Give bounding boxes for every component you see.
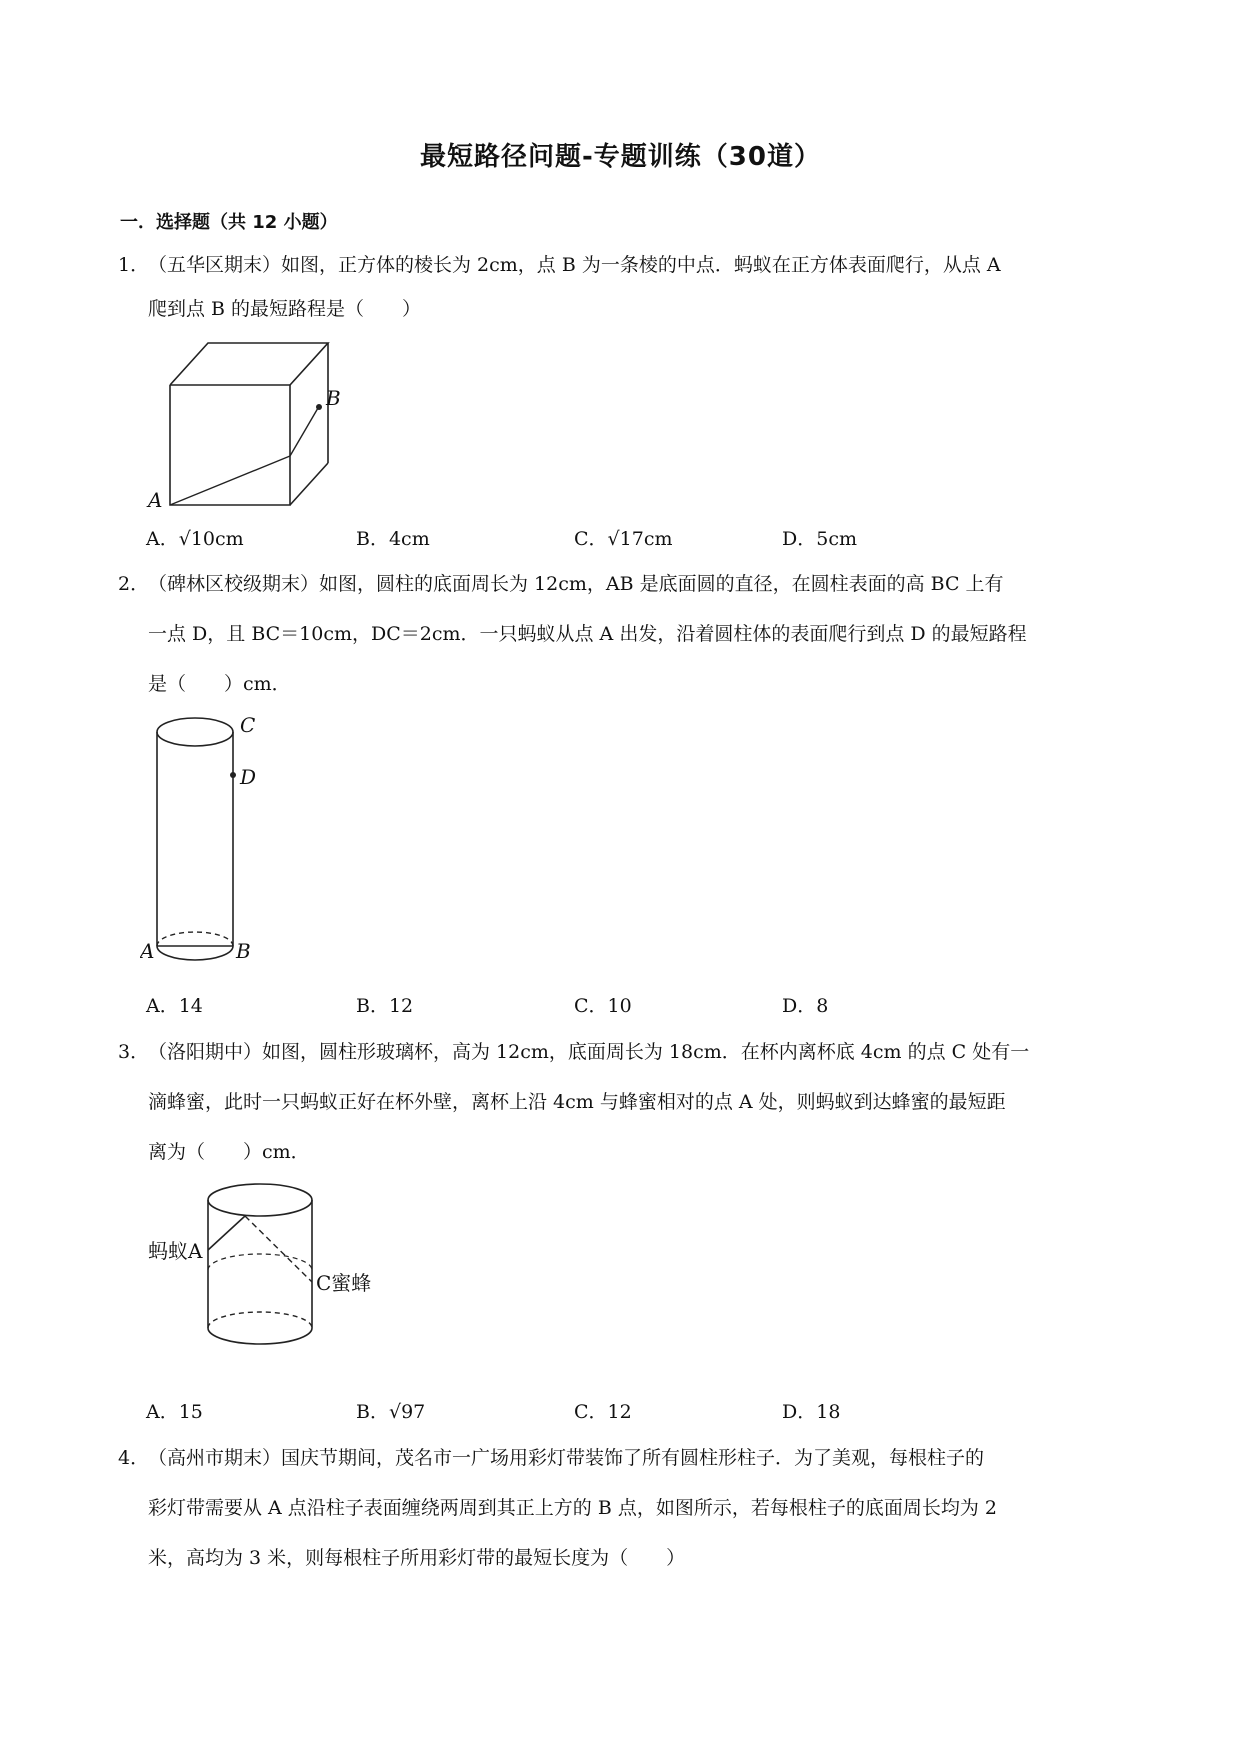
label-B: B <box>236 939 251 963</box>
q3-option-d[interactable]: D．18 <box>782 1401 841 1423</box>
question-number: 3． <box>118 1041 150 1063</box>
q1-option-b[interactable]: B．4cm <box>356 528 430 550</box>
q1-option-a-text[interactable]: A．√10cm <box>146 525 276 553</box>
q3-option-a[interactable]: A．15 <box>146 1401 203 1423</box>
cube-figure <box>140 335 360 510</box>
q1-option-d[interactable]: D．5cm <box>782 528 857 550</box>
label-B: B <box>326 386 341 410</box>
question-1-line-2: 爬到点 B 的最短路程是（ ） <box>148 298 422 320</box>
label-C: C <box>240 713 256 737</box>
question-3-line-1: 3．（洛阳期中）如图，圆柱形玻璃杯，高为 12cm，底面周长为 18cm．在杯内离杯底 4cm 的点 C 处有一 <box>118 1038 1029 1066</box>
label-D: D <box>240 765 257 789</box>
label-A: A <box>148 488 163 510</box>
label-A: A <box>140 939 155 963</box>
q2-option-c[interactable]: C．10 <box>574 995 632 1017</box>
glass-cylinder-figure <box>140 1178 400 1358</box>
label-C-honey: C蜜蜂 <box>316 1271 372 1295</box>
question-number: 4． <box>118 1447 150 1469</box>
question-1-line-1: 1．（五华区期末）如图，正方体的棱长为 2cm，点 B 为一条棱的中点．蚂蚁在正方体表面爬行，从点 A <box>118 251 1001 279</box>
q3-option-b[interactable]: B．√97 <box>356 1401 426 1423</box>
q1-option-c[interactable]: C．√17cm <box>574 528 673 550</box>
page-title: 最短路径问题-专题训练（30道） <box>420 142 821 172</box>
question-2-line-2: 一点 D，且 BC＝10cm，DC＝2cm．一只蚂蚁从点 A 出发，沿着圆柱体的表面爬行到点 D 的最短路程 <box>148 623 1027 645</box>
question-2-line-3: 是（ ）cm． <box>148 673 291 695</box>
question-number: 1． <box>118 254 150 276</box>
question-4-line-3: 米，高均为 3 米，则每根柱子所用彩灯带的最短长度为（ ） <box>148 1547 686 1569</box>
q2-option-d[interactable]: D．8 <box>782 995 829 1017</box>
question-4-line-1: 4．（高州市期末）国庆节期间，茂名市一广场用彩灯带装饰了所有圆柱形柱子．为了美观，每根柱子的 <box>118 1444 984 1472</box>
question-4-line-2: 彩灯带需要从 A 点沿柱子表面缠绕两周到其正上方的 B 点，如图所示，若每根柱子的底面周长均为 2 <box>148 1497 997 1519</box>
question-3-line-3: 离为（ ）cm． <box>148 1141 310 1163</box>
question-2-line-1: 2．（碑林区校级期末）如图，圆柱的底面周长为 12cm，AB 是底面圆的直径，在圆柱表面的高 BC 上有 <box>118 570 1004 598</box>
question-number: 2． <box>118 573 150 595</box>
q2-option-a[interactable]: A．14 <box>146 995 203 1017</box>
q2-option-b[interactable]: B．12 <box>356 995 414 1017</box>
q3-option-c[interactable]: C．12 <box>574 1401 632 1423</box>
cylinder-figure-1 <box>140 710 310 970</box>
label-ant-A: 蚂蚁A <box>148 1239 203 1263</box>
question-3-line-2: 滴蜂蜜，此时一只蚂蚁正好在杯外壁，离杯上沿 4cm 与蜂蜜相对的点 A 处，则蚂蚁到达蜂蜜的最短距 <box>148 1091 1006 1113</box>
section-heading: 一．选择题（共 12 小题） <box>120 212 338 233</box>
